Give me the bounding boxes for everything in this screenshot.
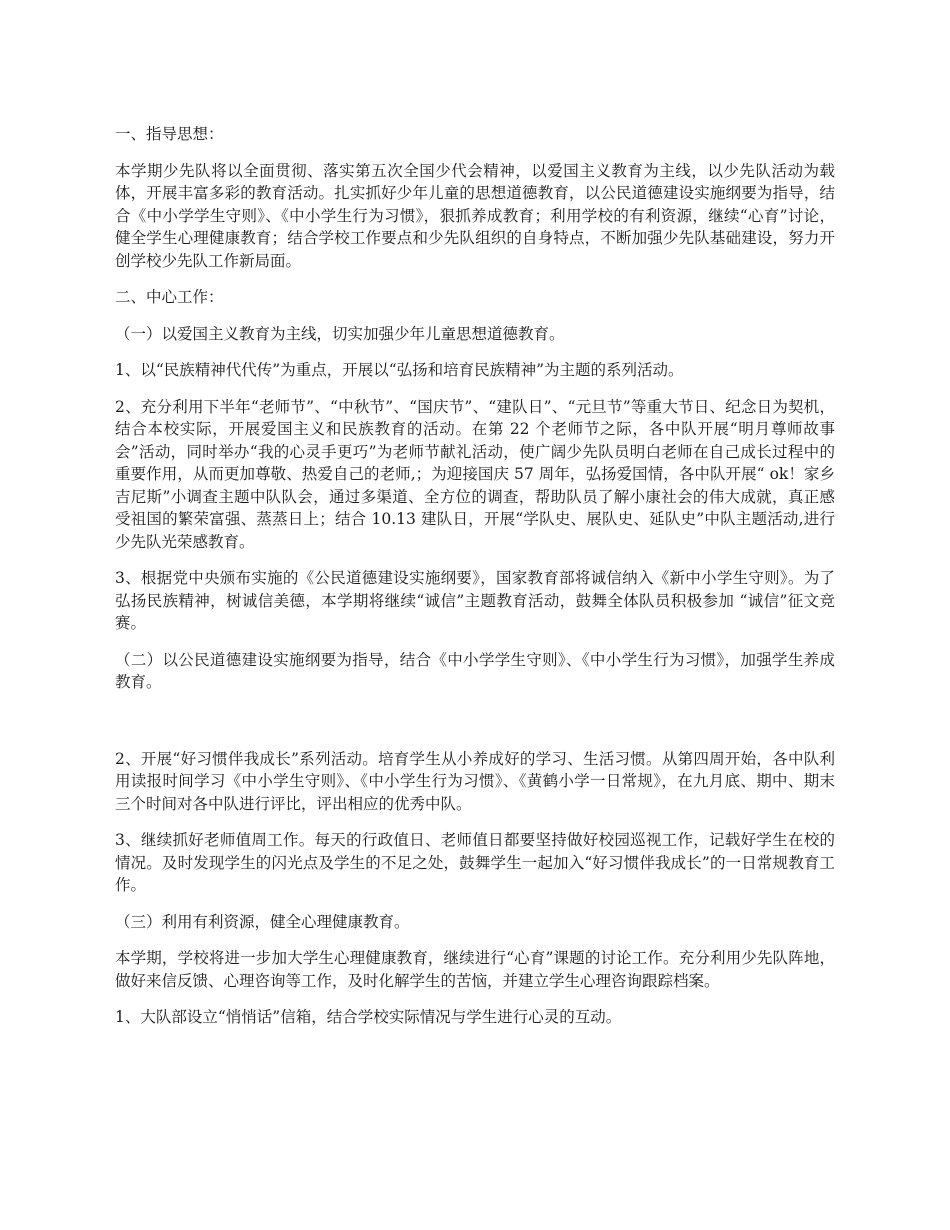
subsection-2-item-3: 3、继续抓好老师值周工作。每天的行政值日、老师值日都要坚持做好校园巡视工作，记载好学生在校的情况。及时发现学生的闪光点及学生的不足之处，鼓舞学生一起加入“好习惯伴我成长”的一日常规教育工作。 xyxy=(115,831,835,894)
subsection-1-item-3: 3、根据党中央颁布实施的《公民道德建设实施纲要》，国家教育部将诚信纳入《新中小学生守则》。为了弘扬民族精神，树诚信美德，本学期将继续“诚信”主题教育活动，鼓舞全体队员积极参加 “诚信”征文竞赛。 xyxy=(115,569,835,632)
subsection-3-item-1: 1、大队部设立“悄悄话”信箱，结合学校实际情况与学生进行心灵的互动。 xyxy=(115,1008,622,1026)
subsection-3-heading: （三）利用有利资源，健全心理健康教育。 xyxy=(115,912,410,931)
subsection-1-heading: （一）以爱国主义教育为主线，切实加强少年儿童思想道德教育。 xyxy=(115,324,565,343)
document-body xyxy=(115,123,835,1043)
section-1-heading: 一、指导思想： xyxy=(115,125,224,143)
blank-gap xyxy=(115,708,835,748)
section-1-paragraph: 本学期少先队将以全面贯彻、落实第五次全国少代会精神，以爱国主义教育为主线，以少先队活动为载体，开展丰富多彩的教育活动。扎实抓好少年儿童的思想道德教育，以公民道德建设实施纲要为指导，结合《中小学学生守则》、《中小学生行为习惯》，狠抓养成教育；利用学校的有利资源，继续“心育”讨论，健全学生心理健康教育；结合学校工作要点和少先队组织的自身特点，不断加强少先队基础建设，努力开创学校少先队工作新局面。 xyxy=(115,161,835,270)
subsection-1-item-1: 1、以“民族精神代代传”为重点，开展以“弘扬和培育民族精神”为主题的系列活动。 xyxy=(115,361,684,379)
subsection-2-heading: （二）以公民道德建设实施纲要为指导，结合《中小学学生守则》、《中小学生行为习惯》，加强学生养成教育。 xyxy=(115,650,835,691)
subsection-3-paragraph: 本学期，学校将进一步加大学生心理健康教育，继续进行“心育”课题的讨论工作。充分利用少先队阵地，做好来信反馈、心理咨询等工作，及时化解学生的苦恼，并建立学生心理咨询跟踪档案。 xyxy=(115,949,835,990)
subsection-1-item-2: 2、充分利用下半年“老师节”、“中秋节”、“国庆节”、“建队日”、“元旦节”等重大节日、纪念日为契机，结合本校实际，开展爱国主义和民族教育的活动。在第 22 个老师节之际，各中队开展“明月尊师故事会”活动，同时举办“我的心灵手更巧”为老师节献礼活动，使广阔少先队员明白老师在自己成长过程中的重要作用，从而更加尊敬、热爱自己的老师,；为迎接国庆 57 周年，弘扬爱国情，各中队开展“ ok！家乡吉尼斯”小调查主题中队队会，通过多渠道、全方位的调查，帮助队员了解小康社会的伟大成就，真正感受祖国的繁荣富强、蒸蒸日上；结合 10.13 建队日，开展“学队史、展队史、延队史”中队主题活动,进行少先队光荣感教育。 xyxy=(115,397,835,551)
section-2-heading: 二、中心工作： xyxy=(115,288,224,306)
subsection-2-item-2: 2、开展“好习惯伴我成长”系列活动。培育学生从小养成好的学习、生活习惯。从第四周开始，各中队利用读报时间学习《中小学生守则》、《中小学生行为习惯》、《黄鹤小学一日常规》，在九月底、期中、期末三个时间对各中队进行评比，评出相应的优秀中队。 xyxy=(115,749,835,813)
